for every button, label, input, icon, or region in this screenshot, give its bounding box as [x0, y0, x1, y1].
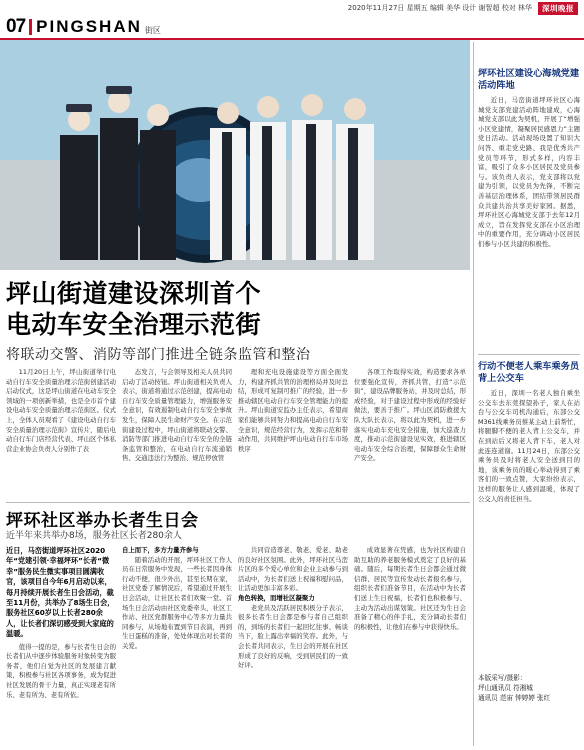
second-col-a-body	[6, 643, 116, 701]
right-column	[478, 42, 580, 748]
section-divider	[6, 502, 470, 503]
main-article-col-1	[6, 368, 116, 500]
side-story-2-title: 行动不便老人乘车乘务员背上公交车	[478, 361, 580, 384]
main-article-col-1-text: 11月20日上午，坪山街道举行电动自行车安全质量治理示范街创建活动启动仪式，这是坪山街道在电动车安全领域的一项创新举措，也是全市首个建设电动车安全质量治理示范街区。仪式上，全体人员观看了《建设电动自行车安全质量治理示范街》宣传片，随后电动自行车门店经营代表、坪山区个体私营企业协会负责人分别作了表	[6, 368, 116, 453]
second-article-col-d	[354, 546, 466, 746]
main-article-col-4-text: 各项工作取得实效，构造要求各单位要强化宣传，齐抓共管，打造“示范街”，建设品牌服务站，并及时总结，形成经验，对于建设过程中形成的经验好做法，要善于推广。坪山区消防救援大队大队长表示，将以此为契机，进一步落实电动车充电安全措施，加大巡查力度，推动示范街建设见实效，推进辖区电动车安全综合治理，保障群众生命财产安全。	[354, 368, 466, 463]
second-article-col-a	[6, 546, 116, 746]
main-headline-line1: 坪山街道建设深圳首个	[6, 279, 262, 308]
second-col-b-text: 随着活动的开展，坪环社区工作人员在日常服务中发现，一些长者因身体行动不便，很少外出，甚至长期在家，社区党委了解情况后，希望通过开展生日会活动，让社区长者们欢聚一堂。首场生日会活动由社区党委牵头，社区工作站、社区党群服务中心等多方力量共同参与，从场地布置到节目表演，再到生日蛋糕的准备，处处体现出对长者的关爱。	[122, 555, 232, 650]
second-headline: 坪环社区举办长者生日会	[6, 511, 199, 531]
newspaper-logo: 深圳晚报	[538, 2, 578, 15]
header-separator	[29, 19, 32, 35]
second-col-c-heading: 角色转换，而增社区凝聚力	[238, 593, 315, 602]
main-article-col-4	[354, 368, 466, 500]
side-story-2-body	[478, 389, 580, 669]
second-col-c-text: 共同营造尊老、敬老、爱老、助老的良好社区氛围。此外，坪环社区马峦片区的多个爱心单位和企业主动参与到活动中，为长者们送上祝福和慰问品，让活动更加丰富多彩。	[238, 546, 348, 593]
second-subheadline: 近半年来共举办8场，服务社区长者280余人	[6, 531, 182, 541]
side-story-2-text: 近日，深圳一名老人独自乘坐公交车去东莞探望孙子，家人在站台与公交车司机沟通后，东部公交M361线乘务员蔡某主动上前帮忙，将腿脚不便的老人背上公交车，并在到站后又将老人背下车，老人对此连连道谢。11月24日，东部公交乘务员及时将老人安全送到目的地，该乘务员的暖心举动得到了乘客们的一致点赞，大家纷纷表示，这样的服务让人感到温暖，体现了公交人的责任担当。	[478, 389, 580, 503]
side-story-1-body	[478, 96, 580, 348]
second-col-d-text: 成效显著在凭感，也为社区构建自助互助的养老服务模式奠定了良好的基础。随后，每期长者生日会都会通过微信群、居民等宣传发动长者报名参与，组织长者们准备节目，在活动中为长者们送上生日祝福，长者们也积极参与、主动为活动出谋划策。社区还为生日会准备了精心的伴手礼，充分调动长者们的积极性，让他们在参与中获得快乐。	[354, 546, 466, 631]
section-subtitle: 街区	[144, 25, 161, 35]
side-divider	[478, 354, 580, 355]
second-lead: 近日，马峦街道坪环社区2020年“党建引领·幸福坪环”长者“微幸”服务民生微实事项目圆满收官，该项目自今年6月启动以来，每月持续开展长者生日会活动，截至11月份，共举办了8场生日会，服务社区60岁以上长者280余人，让长者们深切感受到大家庭的温暖。	[6, 546, 115, 639]
page-header	[0, 0, 584, 40]
header-top	[0, 0, 584, 16]
right-column-divider	[473, 42, 474, 746]
header-date-line: 2020年11月27日 星期五 编辑 美华 设计 谢智超 校对 林华	[347, 4, 532, 12]
byline-credit	[478, 673, 580, 703]
section-title: PINGSHAN	[36, 17, 142, 36]
main-article-col-3	[238, 368, 348, 500]
side-story-1-text: 近日，马峦街道坪环社区心海城党支部党建活动阵地建成，心海城党支部以此为契机，开展了“增强小区党建情，凝聚居民感恩力”主题党日活动。活动现场设置了知识大问答、重走党史路、我是优秀共产党员等环节，形式多样，内容丰富，吸引了众多小区居民及党员参与。该负责人表示，党支部将以党建为引领，以党员为先锋，不断完善基层治理体系，团结带领居民群众共建共治共享美好家园。据悉，坪环社区心海城党支部于去年12月成立，旨在发挥党支部在小区治理中的重要作用，充分调动小区居民们参与小区共建的积极性。	[478, 96, 580, 248]
main-article-col-2-text: 态发言，与会领导及相关人员共同启动了活动按钮。坪山街道相关负责人表示，街道将通过示范创建，提高电动自行车安全质量管理能力，增强服务安全意识，有效遏制电动自行车安全事故发生，保障人民生命财产安全。在示范街建设过程中，坪山街道将联动交警、消防等部门推进电动自行车安全的全链条监管和整治，在电动自行车流通销售、交通违法行为整治、规范停放管	[122, 368, 232, 463]
second-article-col-c	[238, 546, 348, 746]
main-article-col-3-text: 理和充电设施建设等方面全面发力，构建齐抓共管的治理格局并及时总结，形成可复制可推广的经验，进一步推动辖区电动自行车安全管理能力的提升。坪山街道安监办主任表示，希望商家们能够共同努力和提高电动自行车安全意识，规范经营行为，发挥示范和带动作用，共同维护坪山电动自行车市场秩序	[238, 368, 348, 453]
main-headline-line2: 电动车安全治理示范街	[6, 310, 262, 339]
ceremony-illustration	[0, 40, 470, 270]
second-col-c-text-2: 老党员及活跃居民积极分子表示，很多长者生日会都是参与者自己组织的，到场的长者们一起回忆往事、畅谈当下，脸上露出幸福的笑容。此外，与会长者共同表示，生日会的开展在社区形成了良好的反响，受到居民们的一致好评。	[238, 603, 348, 670]
byline-line-2: 通讯员 范宙 钟婷婷 张红	[478, 694, 551, 702]
second-col-a-text: 值得一提的是，参与长者生日会的长者们从中逐步体验服务对象转变为服务者，他们自觉为社区的发展建言献策，积极参与社区各项事务，成为促进社区发展的骨干力量，真正实现老有所乐、老有所为、老有所依。	[6, 642, 116, 699]
main-headline-block	[6, 278, 470, 364]
byline-label: 本版采写/摄影：	[478, 674, 527, 682]
main-article-col-2	[122, 368, 232, 500]
second-col-b-heading: 自上而下，多方力量齐参与	[122, 546, 199, 554]
second-article-col-b	[122, 546, 232, 746]
main-subheadline: 将联动交警、消防等部门推进全链条监管和整治	[6, 347, 311, 363]
ceremony-photo	[0, 40, 470, 270]
side-story-1-title: 坪环社区建设心海城党建活动阵地	[478, 68, 580, 91]
page-number: 07	[6, 16, 26, 37]
header-bar	[0, 16, 584, 38]
byline-line-1: 坪山通讯员 符湘城	[478, 684, 533, 692]
